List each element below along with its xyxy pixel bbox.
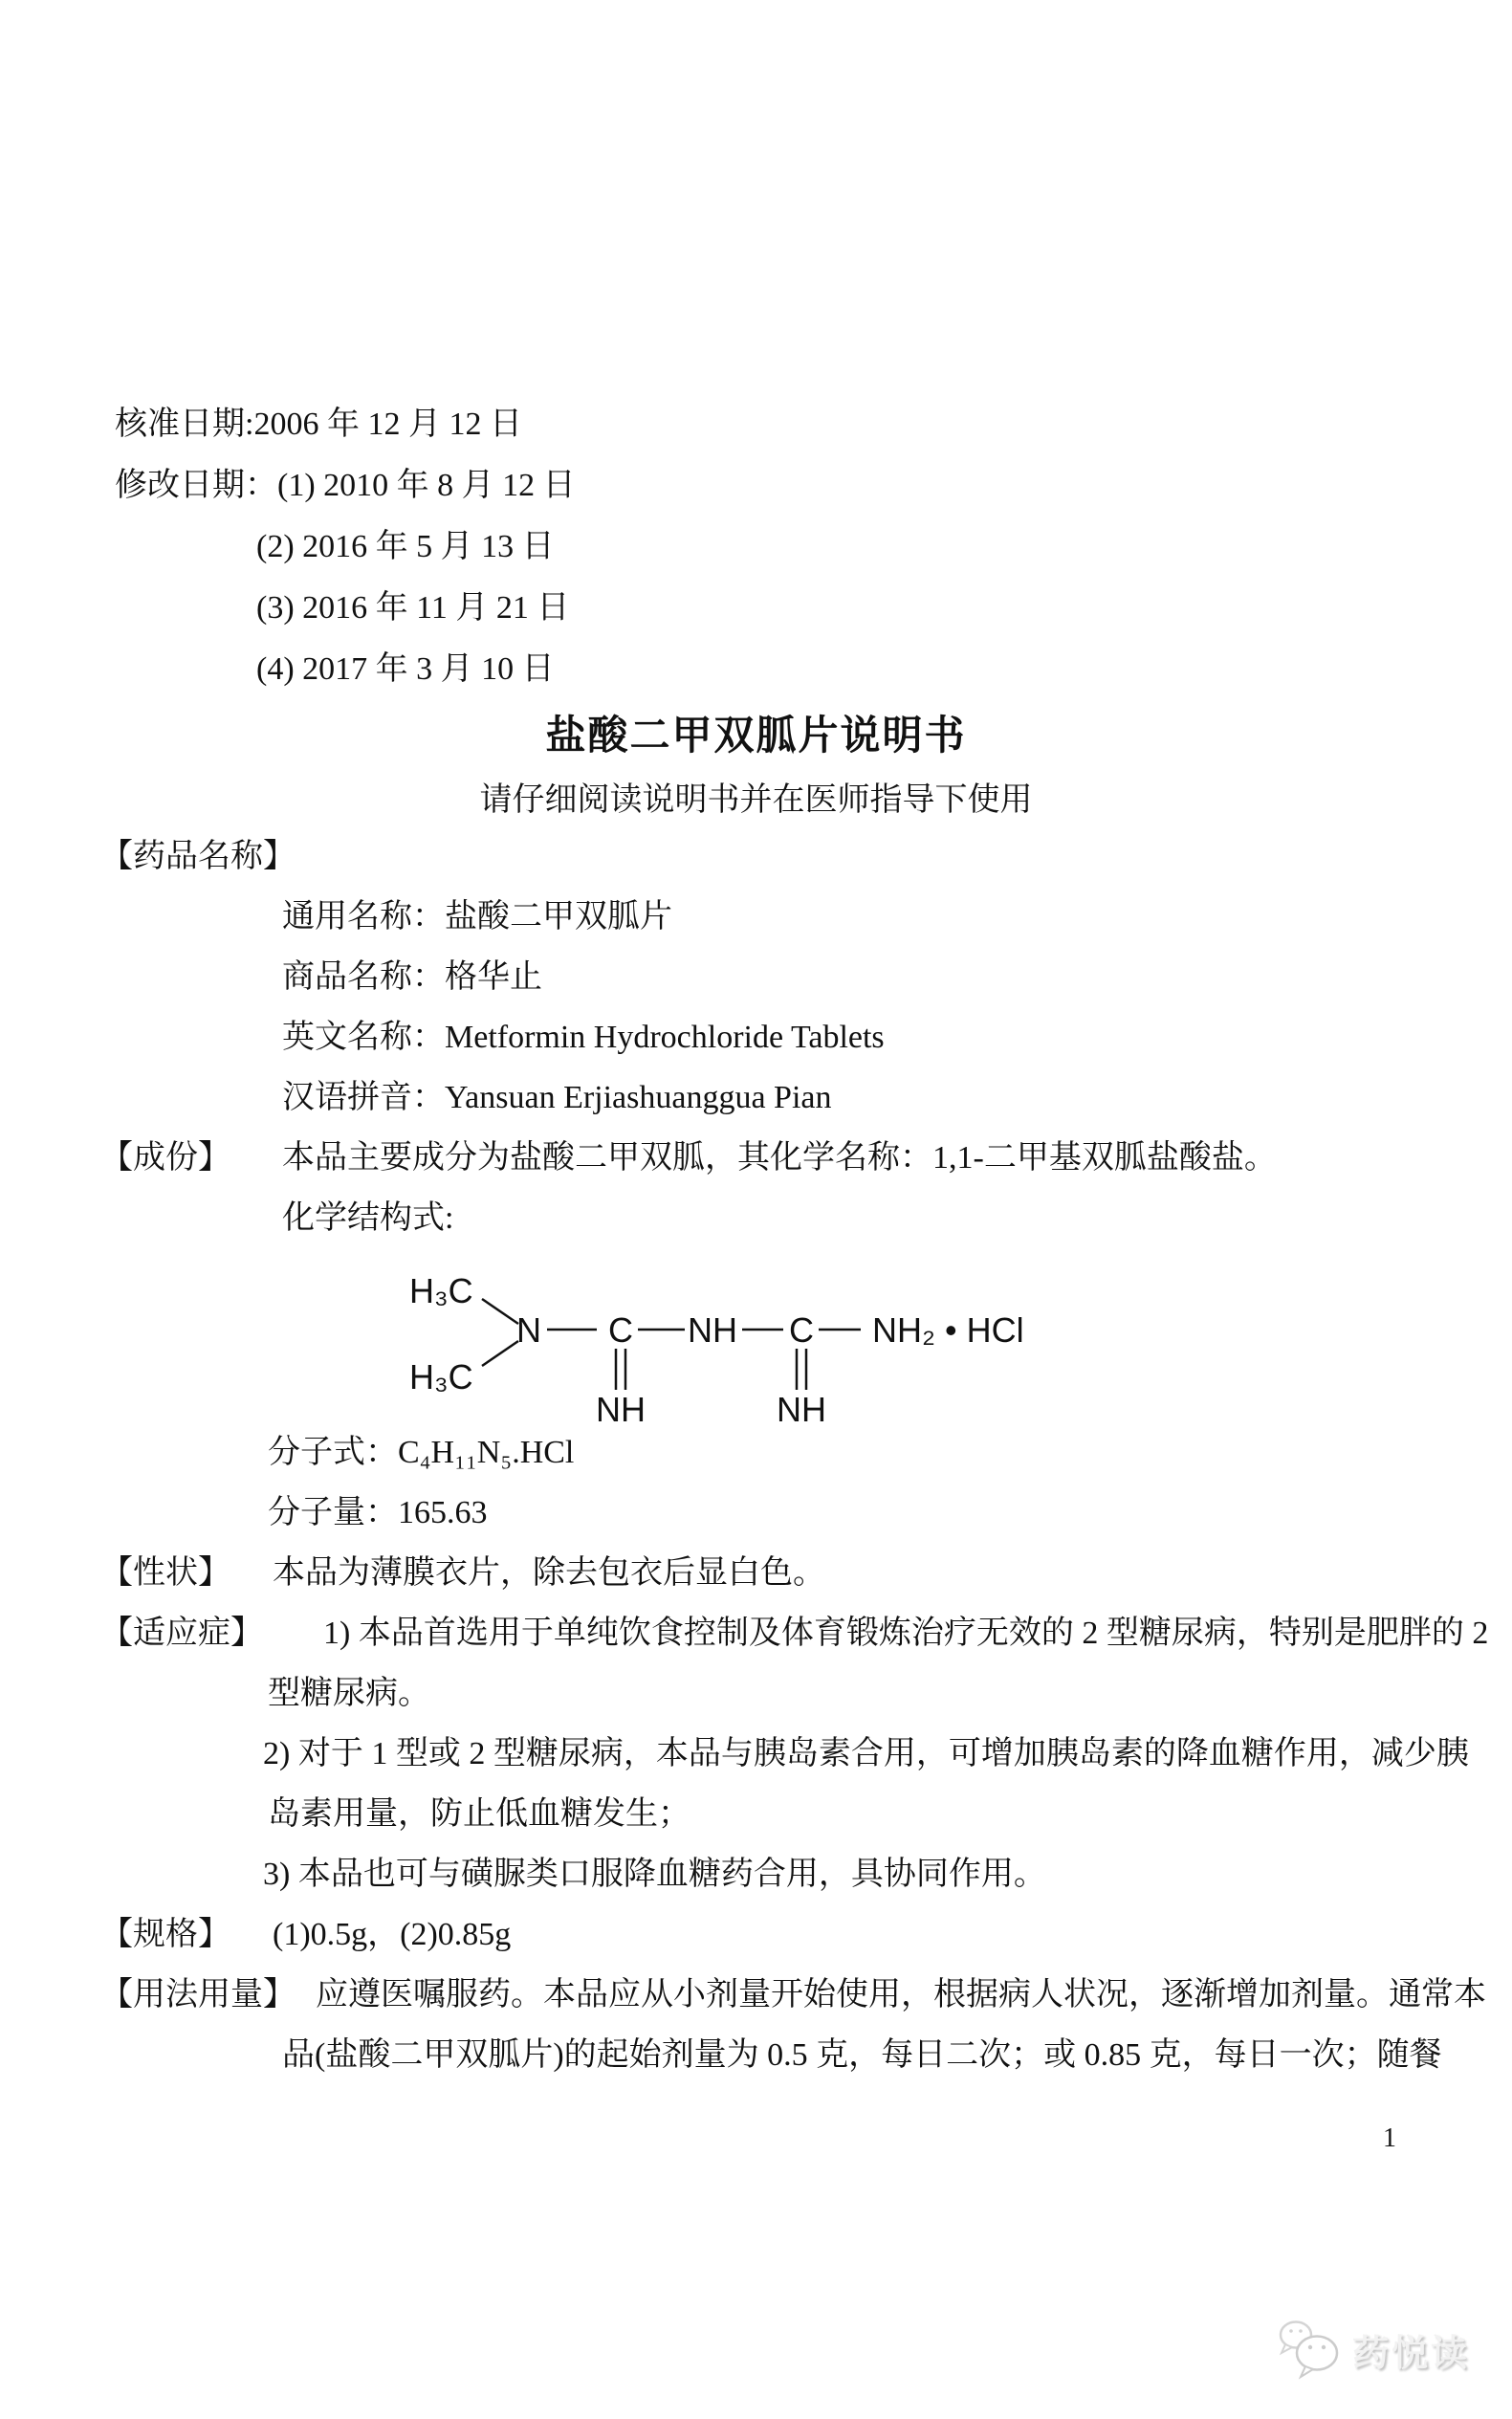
- revision-item-2: (2) 2016 年 5 月 13 日: [256, 529, 555, 564]
- molecular-formula-line: 分子式：C₄H₁₁N₅.HCl: [268, 1435, 575, 1470]
- english-name-line: 英文名称：Metformin Hydrochloride Tablets: [282, 1020, 885, 1055]
- amine-hcl-label: NH₂ • HCl: [872, 1310, 1024, 1350]
- imine1-label: NH: [596, 1390, 646, 1429]
- bond-methyl-bottom: [482, 1341, 518, 1366]
- page-number: 1: [1383, 2123, 1396, 2153]
- specification-text: (1)0.5g，(2)0.85g: [273, 1917, 512, 1952]
- chemical-structure-diagram: [383, 1253, 1033, 1435]
- section-label-dosage: 【用法用量】: [100, 1977, 296, 2012]
- chat-bubbles-icon: [1276, 2319, 1343, 2380]
- indications-line-1: 1) 本品首选用于单纯饮食控制及体育锻炼治疗无效的 2 型糖尿病，特别是肥胖的 2: [323, 1616, 1489, 1651]
- methyl-bottom-label: H₃C: [409, 1357, 473, 1396]
- revision-item-3: (3) 2016 年 11 月 21 日: [256, 590, 570, 626]
- watermark: [1276, 2319, 1470, 2380]
- properties-text: 本品为薄膜衣片，除去包衣后显白色。: [273, 1555, 825, 1591]
- composition-text: 本品主要成分为盐酸二甲双胍，其化学名称：1,1-二甲基双胍盐酸盐。: [282, 1140, 1277, 1176]
- pinyin-name-line: 汉语拼音：Yansuan Erjiashuanggua Pian: [282, 1080, 832, 1115]
- indications-line-4: 岛素用量，防止低血糖发生；: [268, 1796, 690, 1832]
- carbon1-label: C: [608, 1310, 633, 1350]
- methyl-top-label: H₃C: [409, 1271, 473, 1310]
- document-subtitle: 请仔细阅读说明书并在医师指导下使用: [479, 782, 1033, 818]
- section-label-drug-name: 【药品名称】: [100, 839, 296, 874]
- section-label-composition: 【成份】: [100, 1140, 230, 1176]
- indications-line-3: 2) 对于 1 型或 2 型糖尿病，本品与胰岛素合用，可增加胰岛素的降血糖作用，减少胰: [263, 1736, 1469, 1771]
- revision-item-1: (1) 2010 年 8 月 12 日: [277, 468, 576, 503]
- dosage-line-2: 品(盐酸二甲双胍片)的起始剂量为 0.5 克，每日二次；或 0.85 克，每日一次；随餐: [282, 2037, 1442, 2073]
- revision-date-line: [115, 465, 576, 507]
- carbon2-label: C: [789, 1310, 814, 1350]
- molecular-weight-line: 分子量：165.63: [268, 1495, 488, 1530]
- structure-caption: 化学结构式:: [282, 1200, 454, 1236]
- revision-date-label: 修改日期：: [115, 468, 277, 503]
- indications-line-2: 型糖尿病。: [268, 1676, 430, 1711]
- nitrogen-label: N: [516, 1310, 541, 1350]
- watermark-text: 药悦读: [1352, 2333, 1471, 2374]
- section-label-indications: 【适应症】: [100, 1616, 263, 1651]
- section-label-specification: 【规格】: [100, 1917, 230, 1952]
- document-title: 盐酸二甲双胍片说明书: [545, 715, 967, 759]
- imine2-label: NH: [777, 1390, 826, 1429]
- bond-methyl-top: [482, 1299, 518, 1324]
- section-label-properties: 【性状】: [100, 1555, 230, 1591]
- revision-item-4: (4) 2017 年 3 月 10 日: [256, 651, 555, 687]
- approval-date-line: 核准日期:2006 年 12 月 12 日: [115, 407, 522, 442]
- indications-line-5: 3) 本品也可与磺脲类口服降血糖药合用，具协同作用。: [263, 1857, 1046, 1892]
- trade-name-line: 商品名称：格华止: [282, 959, 542, 995]
- nh-mid-label: NH: [688, 1310, 737, 1350]
- dosage-line-1: 应遵医嘱服药。本品应从小剂量开始使用，根据病人状况，逐渐增加剂量。通常本: [316, 1977, 1486, 2012]
- generic-name-line: 通用名称：盐酸二甲双胍片: [282, 899, 672, 935]
